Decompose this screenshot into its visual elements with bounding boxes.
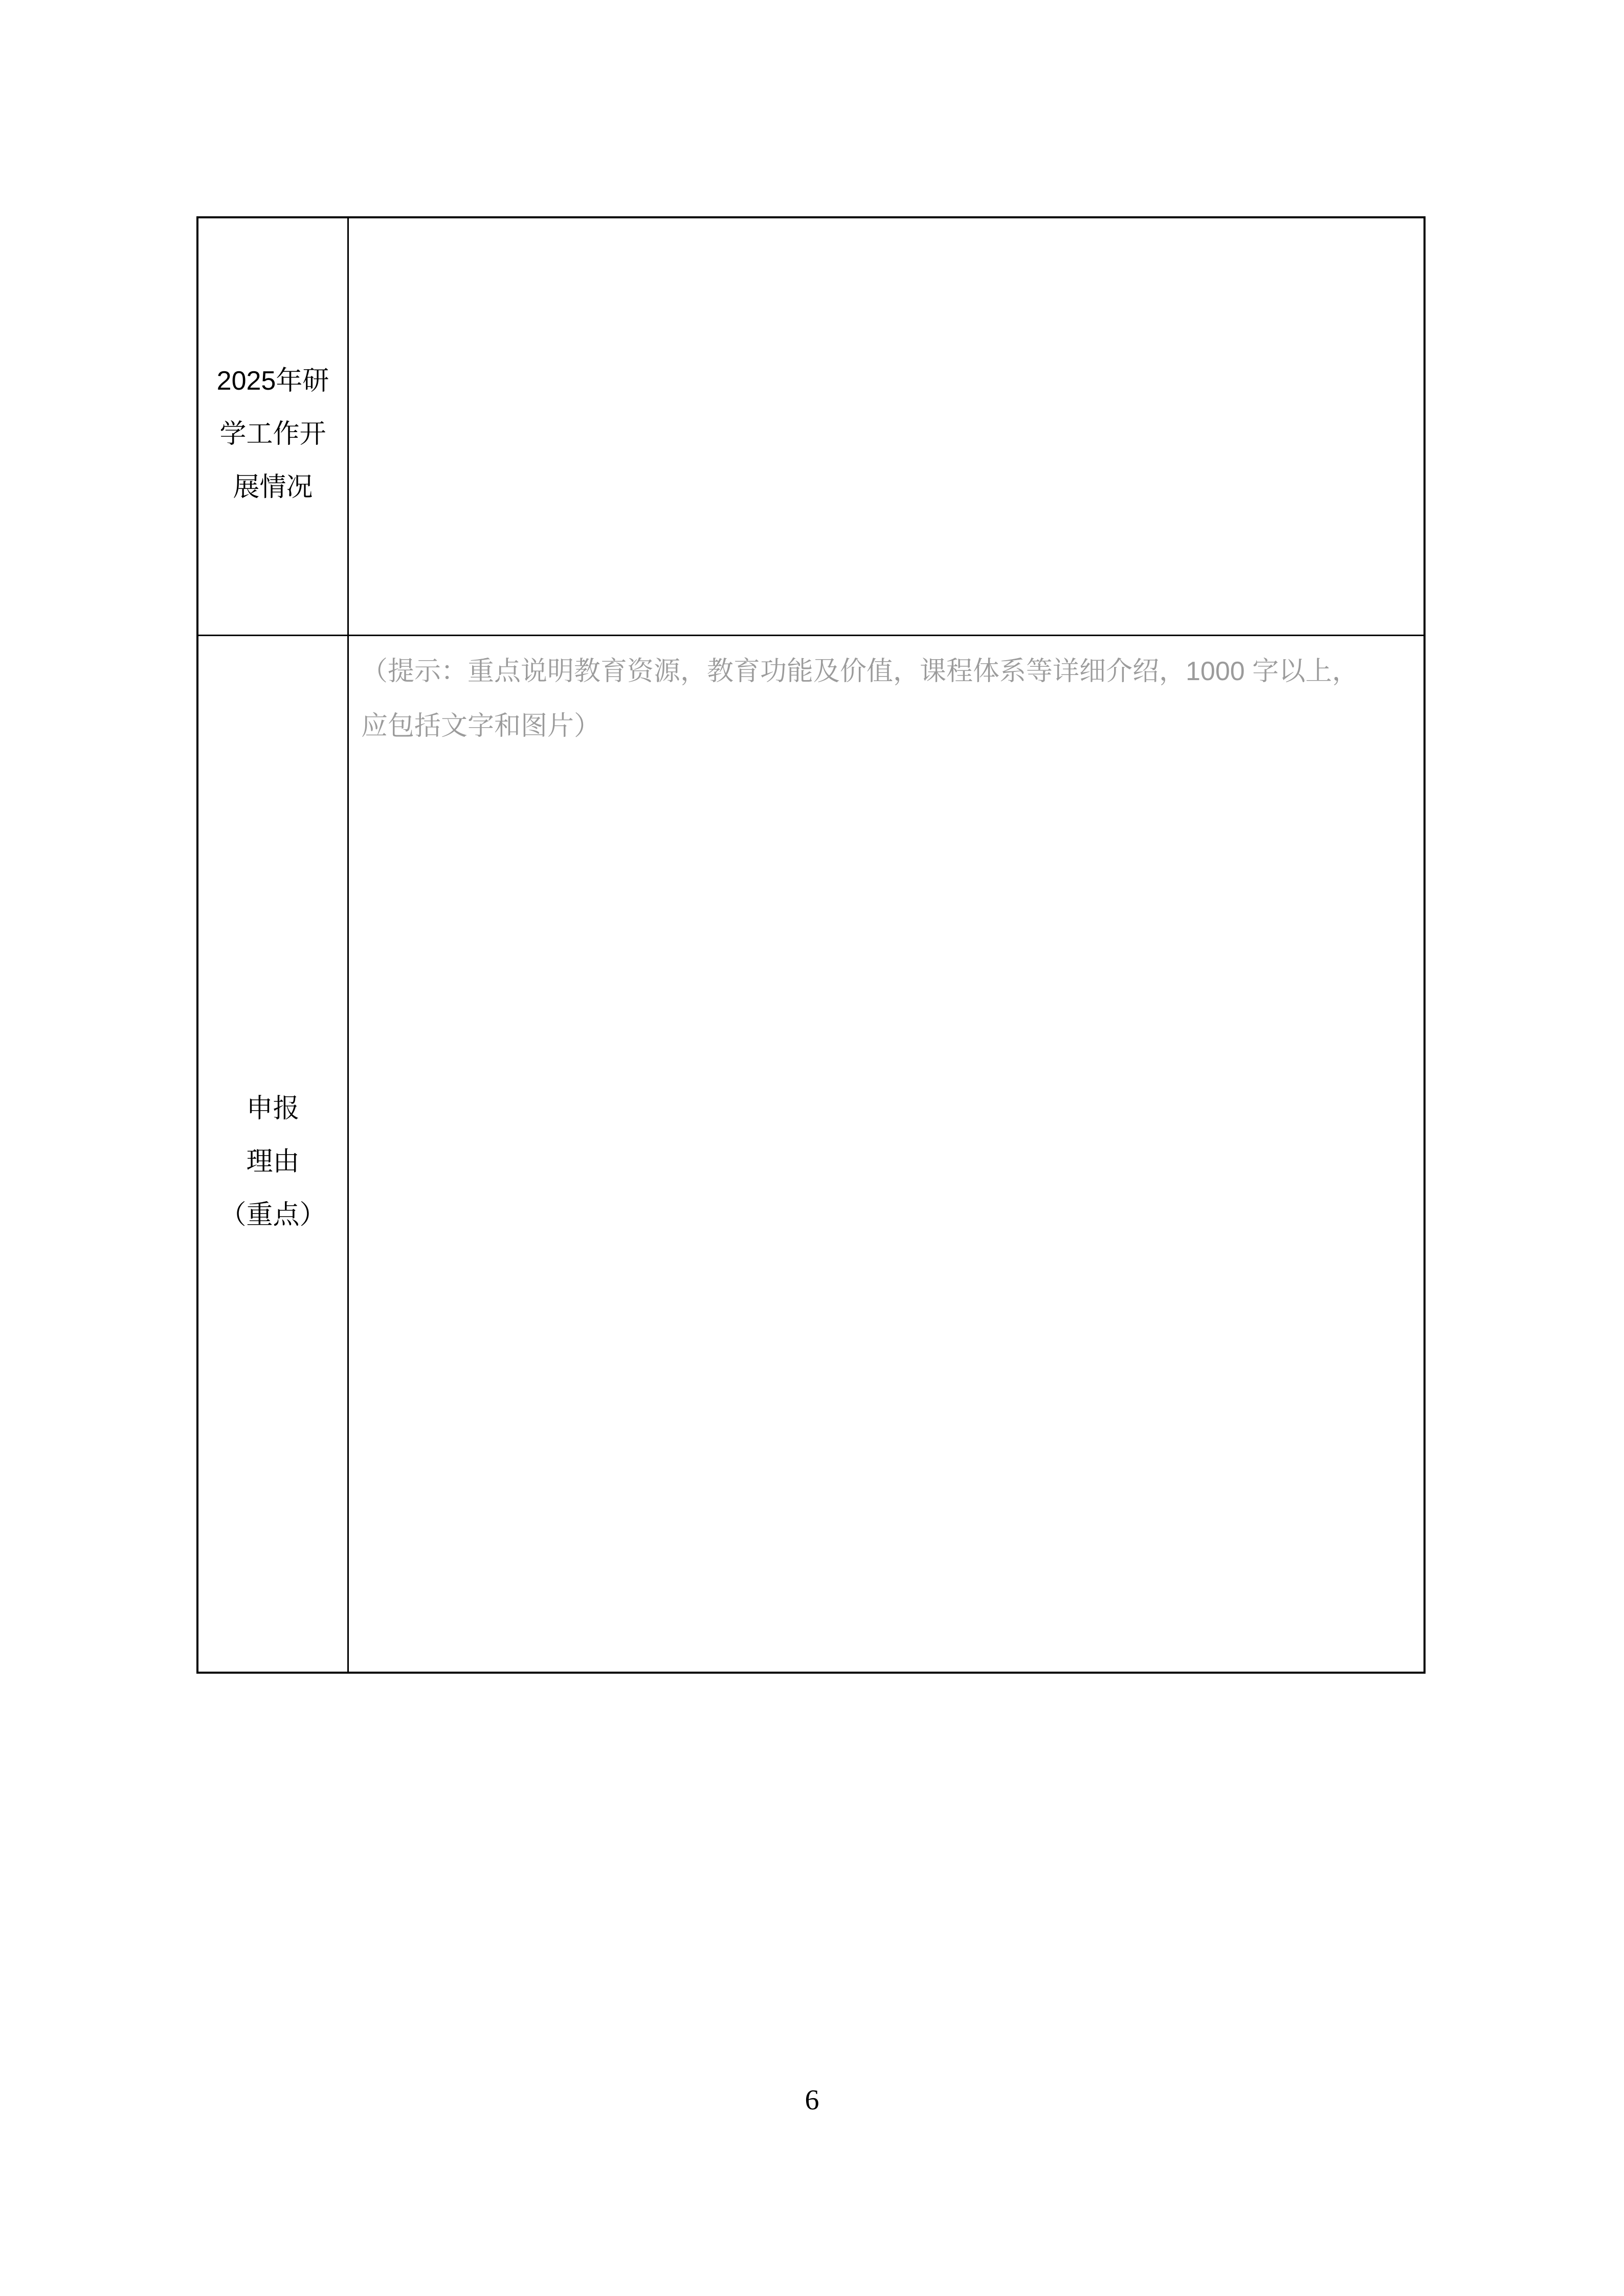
hint-text	[349, 636, 1423, 754]
application-form-table	[196, 216, 1426, 1674]
page-number: 6	[805, 2084, 819, 2116]
row-label-application-reason-line-1: 申报	[246, 1093, 300, 1123]
row-label-application-reason	[198, 636, 349, 1672]
content-area-application-reason[interactable]	[349, 636, 1423, 1672]
row-label-2025-study-work-line-3: 展情况	[233, 472, 313, 502]
row-label-2025-study-work	[198, 218, 349, 636]
hint-text-line-1: （提示：重点说明教育资源，教育功能及价值，课程体系等详细介绍，1000 字以上，	[361, 657, 1359, 686]
hint-text-line-2: 应包括文字和图片）	[361, 711, 601, 741]
row-label-application-reason-line-3: （重点）	[219, 1200, 326, 1230]
content-area-2025-study-work[interactable]	[349, 218, 1423, 636]
row-label-2025-study-work-line-1: 2025年研	[216, 366, 329, 396]
row-label-application-reason-line-2: 理由	[246, 1146, 300, 1177]
row-label-2025-study-work-line-2: 学工作开	[219, 419, 326, 449]
